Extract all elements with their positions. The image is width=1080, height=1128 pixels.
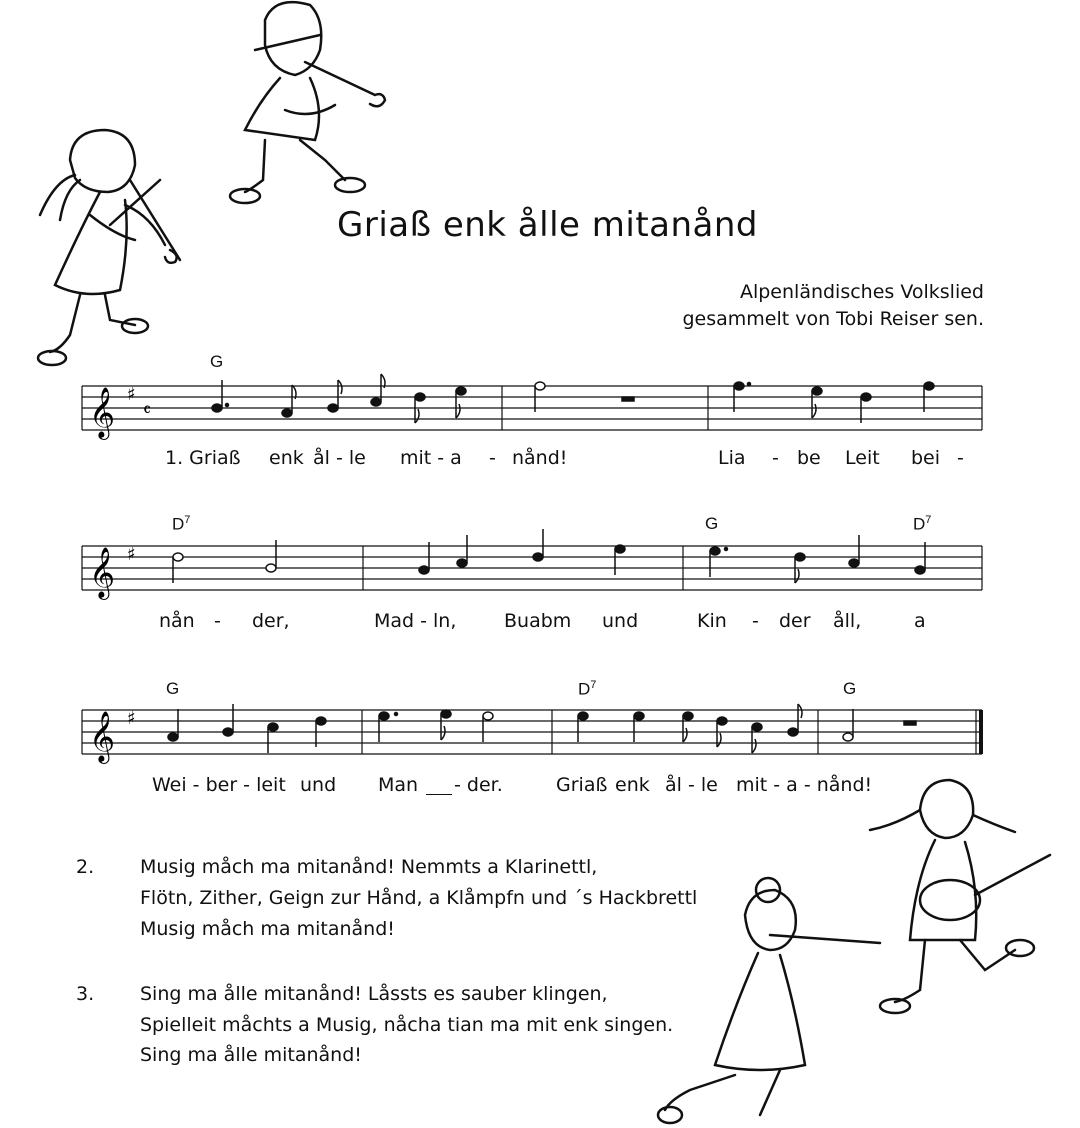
- lyric-syllable: und: [300, 774, 337, 796]
- lyric-syllable: åll,: [833, 610, 862, 632]
- lyric-syllable: Buabm: [504, 610, 572, 632]
- verse-line: Sing ma ålle mitanånd!: [140, 1044, 362, 1066]
- lyric-syllable: der,: [252, 610, 290, 632]
- verse-line: Flötn, Zither, Geign zur Hånd, a Klåmpfn und ´s Hackbrettl: [140, 887, 698, 909]
- lyric-syllable: -: [752, 610, 759, 632]
- music-staff-3: [0, 695, 1080, 775]
- lyric-syllable: enk: [615, 774, 650, 796]
- chord-symbol: $D^7$: [578, 679, 597, 699]
- verse-line: Spielleit måchts a Musig, nåcha tian ma mit enk singen.: [140, 1014, 674, 1036]
- chord-symbol: $D^7$: [913, 514, 932, 534]
- lyric-syllable: nån: [159, 610, 195, 632]
- lyric-syllable: nånd!: [512, 447, 568, 469]
- song-title: Griaß enk ålle mitanånd: [337, 205, 758, 245]
- lyric-syllable: Lia: [718, 447, 746, 469]
- clarinet-boy-illustration: [225, 0, 400, 210]
- lyric-syllable: -: [772, 447, 779, 469]
- lyric-syllable: Griaß: [556, 774, 608, 796]
- lyric-syllable: -: [214, 610, 221, 632]
- chord-symbol: $D^7$: [172, 514, 191, 534]
- svg-text:♯: ♯: [127, 544, 136, 565]
- chord-symbol: G: [210, 352, 224, 371]
- svg-text:𝄞: 𝄞: [89, 387, 116, 438]
- svg-text:𝄞: 𝄞: [89, 547, 116, 598]
- music-staff-1: [0, 370, 1080, 450]
- lyric-syllable: - der.: [454, 774, 503, 796]
- lyric-syllable: Kin: [697, 610, 727, 632]
- lyric-syllable: der: [779, 610, 811, 632]
- lyric-syllable: Mad - ln,: [374, 610, 457, 632]
- chord-symbol: G: [705, 514, 719, 533]
- lyric-syllable: mit - a - nånd!: [736, 774, 873, 796]
- song-origin: Alpenländisches Volkslied: [739, 281, 984, 303]
- lyric-syllable: Wei - ber - leit: [152, 774, 286, 796]
- svg-text:𝄴: 𝄴: [143, 400, 152, 421]
- lyric-syllable: Leit: [845, 447, 880, 469]
- svg-text:𝄞: 𝄞: [89, 711, 116, 762]
- melisma-line: [426, 794, 452, 795]
- chord-symbol: G: [166, 679, 180, 698]
- lyric-syllable: mit - a: [400, 447, 462, 469]
- lyric-syllable: a: [914, 610, 926, 632]
- verse-line: Sing ma ålle mitanånd! Låssts es sauber klingen,: [140, 983, 608, 1005]
- chord-symbol: G: [843, 679, 857, 698]
- lyric-syllable: 1. Griaß: [165, 447, 241, 469]
- verse-number: 2.: [76, 856, 95, 878]
- guitar-girl-illustration: [865, 770, 1065, 1020]
- verse-number: 3.: [76, 983, 95, 1005]
- flute-girl-illustration: [640, 875, 890, 1128]
- lyric-syllable: be: [797, 447, 821, 469]
- lyric-syllable: Man: [378, 774, 419, 796]
- song-collector: gesammelt von Tobi Reiser sen.: [682, 308, 984, 330]
- lyric-syllable: -: [489, 447, 496, 469]
- verse-line: Musig måch ma mitanånd! Nemmts a Klarinettl,: [140, 856, 598, 878]
- lyric-syllable: bei: [911, 447, 941, 469]
- music-staff-2: [0, 530, 1080, 610]
- svg-text:♯: ♯: [127, 384, 136, 405]
- lyric-syllable: -: [957, 447, 964, 469]
- lyric-syllable: ål - le: [665, 774, 718, 796]
- svg-text:♯: ♯: [127, 708, 136, 729]
- violin-girl-illustration: [30, 120, 200, 380]
- lyric-syllable: und: [602, 610, 639, 632]
- lyric-syllable: ål - le: [313, 447, 366, 469]
- verse-line: Musig måch ma mitanånd!: [140, 918, 395, 940]
- lyric-syllable: enk: [269, 447, 304, 469]
